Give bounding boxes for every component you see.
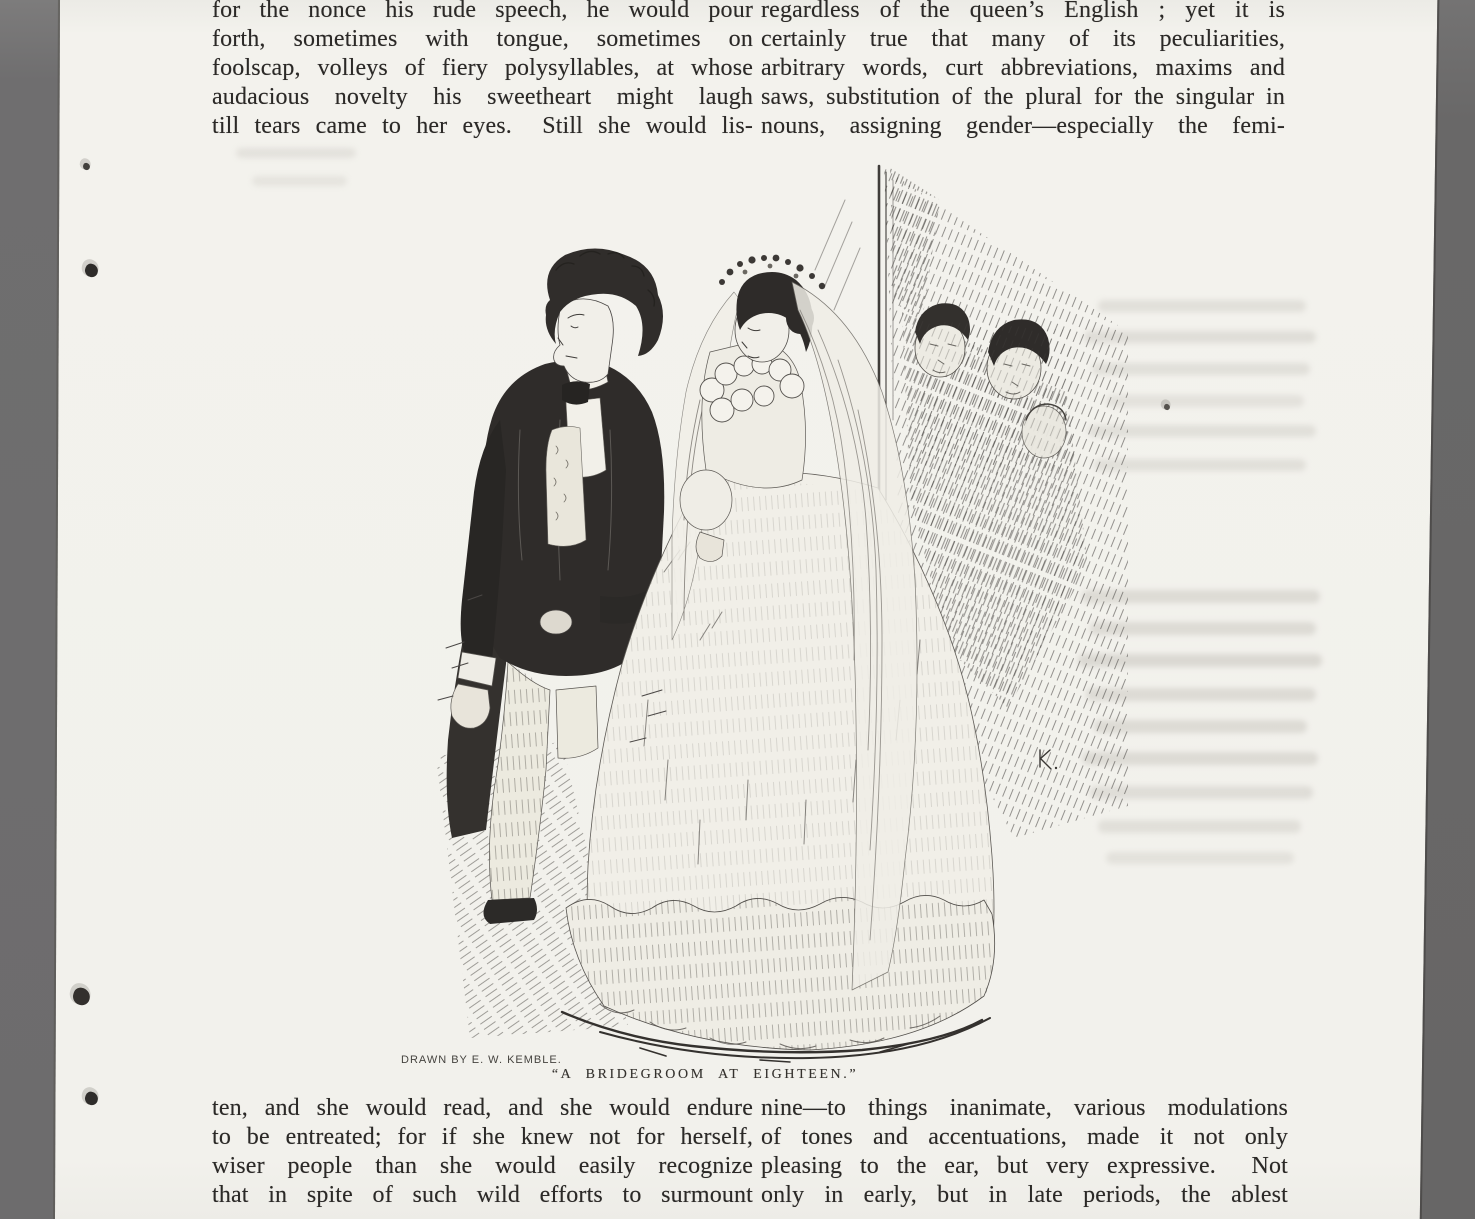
- text-line: arbitrary words, curt abbreviations, maxims and: [761, 55, 1285, 81]
- scanner-margin-left: [0, 0, 62, 1219]
- text-line: ten, and she would read, and she would endure: [212, 1095, 753, 1121]
- body-text-top-left: [212, 0, 753, 141]
- punch-hole-speck: [83, 262, 99, 278]
- text-line: audacious novelty his sweetheart might laugh: [212, 84, 753, 110]
- text-line: pleasing to the ear, but very expressive. Not: [761, 1153, 1288, 1179]
- text-line: regardless of the queen’s English ; yet it is: [761, 0, 1285, 23]
- text-line: wiser people than she would easily recognize: [212, 1153, 753, 1179]
- text-line: to be entreated; for if she knew not for herself,: [212, 1124, 753, 1150]
- text-line: till tears came to her eyes. Still she would lis-: [212, 113, 753, 139]
- punch-hole-speck: [83, 1090, 99, 1106]
- text-line: nouns, assigning gender—especially the femi-: [761, 113, 1285, 139]
- text-line: only in early, but in late periods, the ablest: [761, 1182, 1288, 1208]
- ghost-text-bar: [252, 176, 347, 186]
- punch-hole-speck: [71, 986, 92, 1007]
- body-text-bottom-left: [212, 1094, 753, 1210]
- ghost-text-bar: [236, 148, 356, 158]
- illustration-credit: DRAWN BY E. W. KEMBLE.: [401, 1054, 562, 1066]
- body-text-top-right: [761, 0, 1285, 141]
- text-line: of tones and accentuations, made it not only: [761, 1124, 1288, 1150]
- text-line: forth, sometimes with tongue, sometimes on: [212, 26, 753, 52]
- body-text-bottom-right: [761, 1094, 1288, 1210]
- text-line: for the nonce his rude speech, he would pour: [212, 0, 753, 23]
- text-line: foolscap, volleys of fiery polysyllables, at whose: [212, 55, 753, 81]
- text-line: saws, substitution of the plural for the singular in: [761, 84, 1285, 110]
- punch-hole-speck: [82, 162, 91, 171]
- ghost-text-bar: [1106, 852, 1294, 864]
- ghost-text-bar: [1106, 395, 1304, 407]
- bridegroom-illustration: [370, 148, 1130, 1078]
- text-line: nine—to things inanimate, various modulations: [761, 1095, 1288, 1121]
- text-line: certainly true that many of its peculiarities,: [761, 26, 1285, 52]
- illustration-caption: “A BRIDEGROOM AT EIGHTEEN.”: [551, 1067, 859, 1082]
- text-line: that in spite of such wild efforts to surmount: [212, 1182, 753, 1208]
